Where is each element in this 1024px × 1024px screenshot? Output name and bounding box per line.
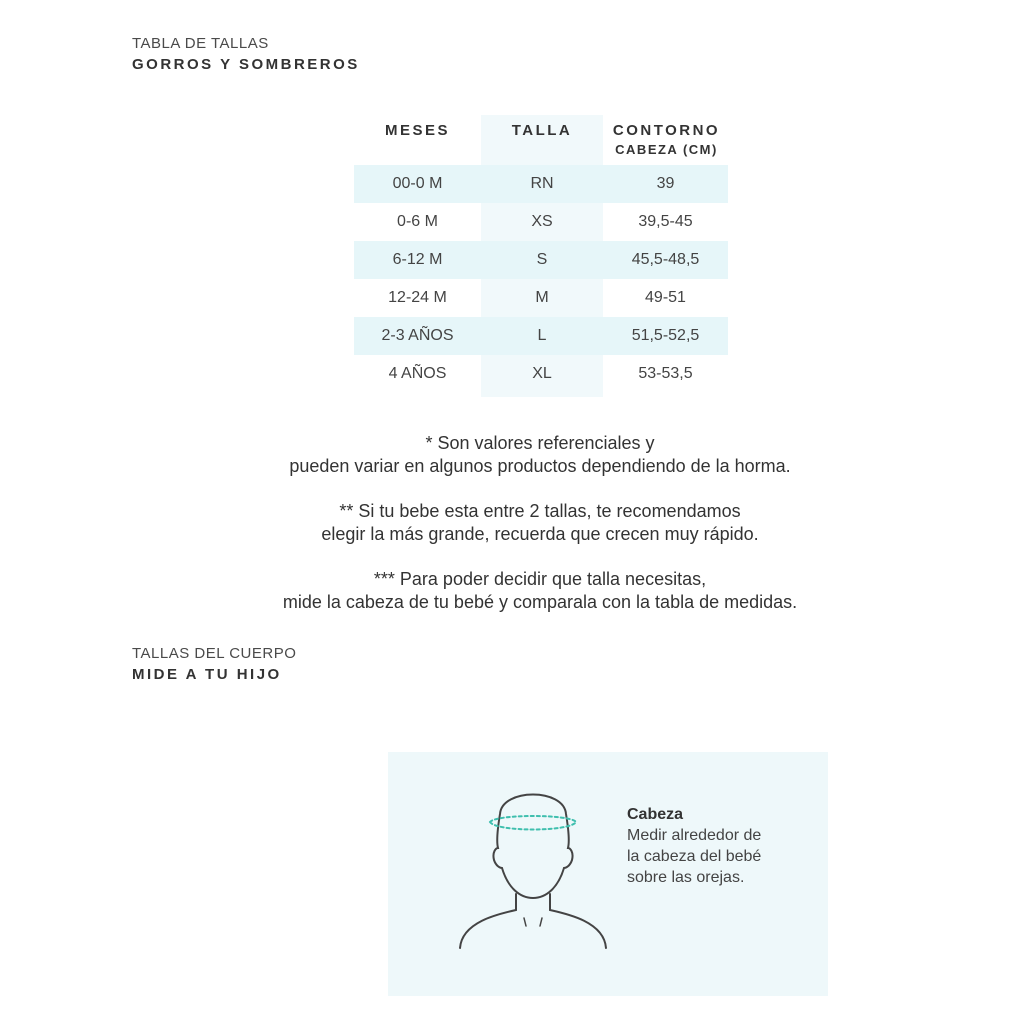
section-label: TALLAS DEL CUERPO (132, 645, 297, 662)
header-size: TALLA (511, 122, 573, 139)
size-notes (0, 432, 1024, 636)
note-1 (0, 432, 1024, 478)
section-title: MIDE A TU HIJO (132, 666, 282, 683)
cell-contour: 53-53,5 (638, 365, 693, 382)
table-row (354, 241, 728, 279)
cell-contour: 39,5-45 (638, 213, 693, 230)
cell-size: L (537, 327, 547, 344)
cell-size: XL (532, 365, 552, 382)
size-chart-header (132, 33, 360, 75)
measure-line: la cabeza del bebé (627, 848, 762, 865)
measure-panel (388, 752, 828, 996)
note-line: * Son valores referenciales y (425, 433, 655, 453)
table-row (354, 279, 728, 317)
note-line: mide la cabeza de tu bebé y comparala con la tabla de medidas. (282, 592, 798, 612)
table-row (354, 317, 728, 355)
cell-contour: 51,5-52,5 (631, 327, 700, 344)
cell-months: 00-0 M (392, 175, 443, 192)
note-line: elegir la más grande, recuerda que crecen muy rápido. (321, 524, 759, 544)
cell-contour: 49-51 (645, 289, 686, 306)
note-line: *** Para poder decidir que talla necesitas, (373, 569, 707, 589)
measure-line: sobre las orejas. (627, 869, 745, 886)
section-title: GORROS Y SOMBREROS (132, 56, 360, 73)
header-contour (603, 122, 730, 157)
cell-months: 2-3 AÑOS (381, 327, 454, 344)
note-line: pueden variar en algunos productos dependiendo de la horma. (289, 456, 791, 476)
note-line: ** Si tu bebe esta entre 2 tallas, te recomendamos (339, 501, 741, 521)
section-label: TABLA DE TALLAS (132, 35, 269, 52)
cell-months: 4 AÑOS (388, 365, 447, 382)
size-table (354, 115, 728, 393)
body-size-header (132, 643, 296, 685)
table-row (354, 165, 728, 203)
head-measure-icon (458, 782, 608, 952)
header-contour-sub: CABEZA (CM) (615, 142, 718, 157)
table-row (354, 355, 728, 393)
measure-line: Medir alrededor de (627, 827, 762, 844)
table-header (354, 115, 728, 165)
cell-contour: 45,5-48,5 (631, 251, 700, 268)
measure-caption (627, 804, 761, 888)
cell-size: S (536, 251, 548, 268)
cell-contour: 39 (656, 175, 675, 192)
cell-months: 6-12 M (392, 251, 443, 268)
cell-size: RN (530, 175, 554, 192)
cell-size: M (535, 289, 549, 306)
cell-months: 0-6 M (397, 213, 438, 230)
cell-size: XS (531, 213, 553, 230)
measure-title: Cabeza (627, 806, 684, 823)
header-contour-main: CONTORNO (612, 122, 721, 139)
header-months: MESES (384, 122, 450, 139)
table-row (354, 203, 728, 241)
cell-months: 12-24 M (388, 289, 447, 306)
note-3 (0, 568, 1024, 614)
note-2 (0, 500, 1024, 546)
